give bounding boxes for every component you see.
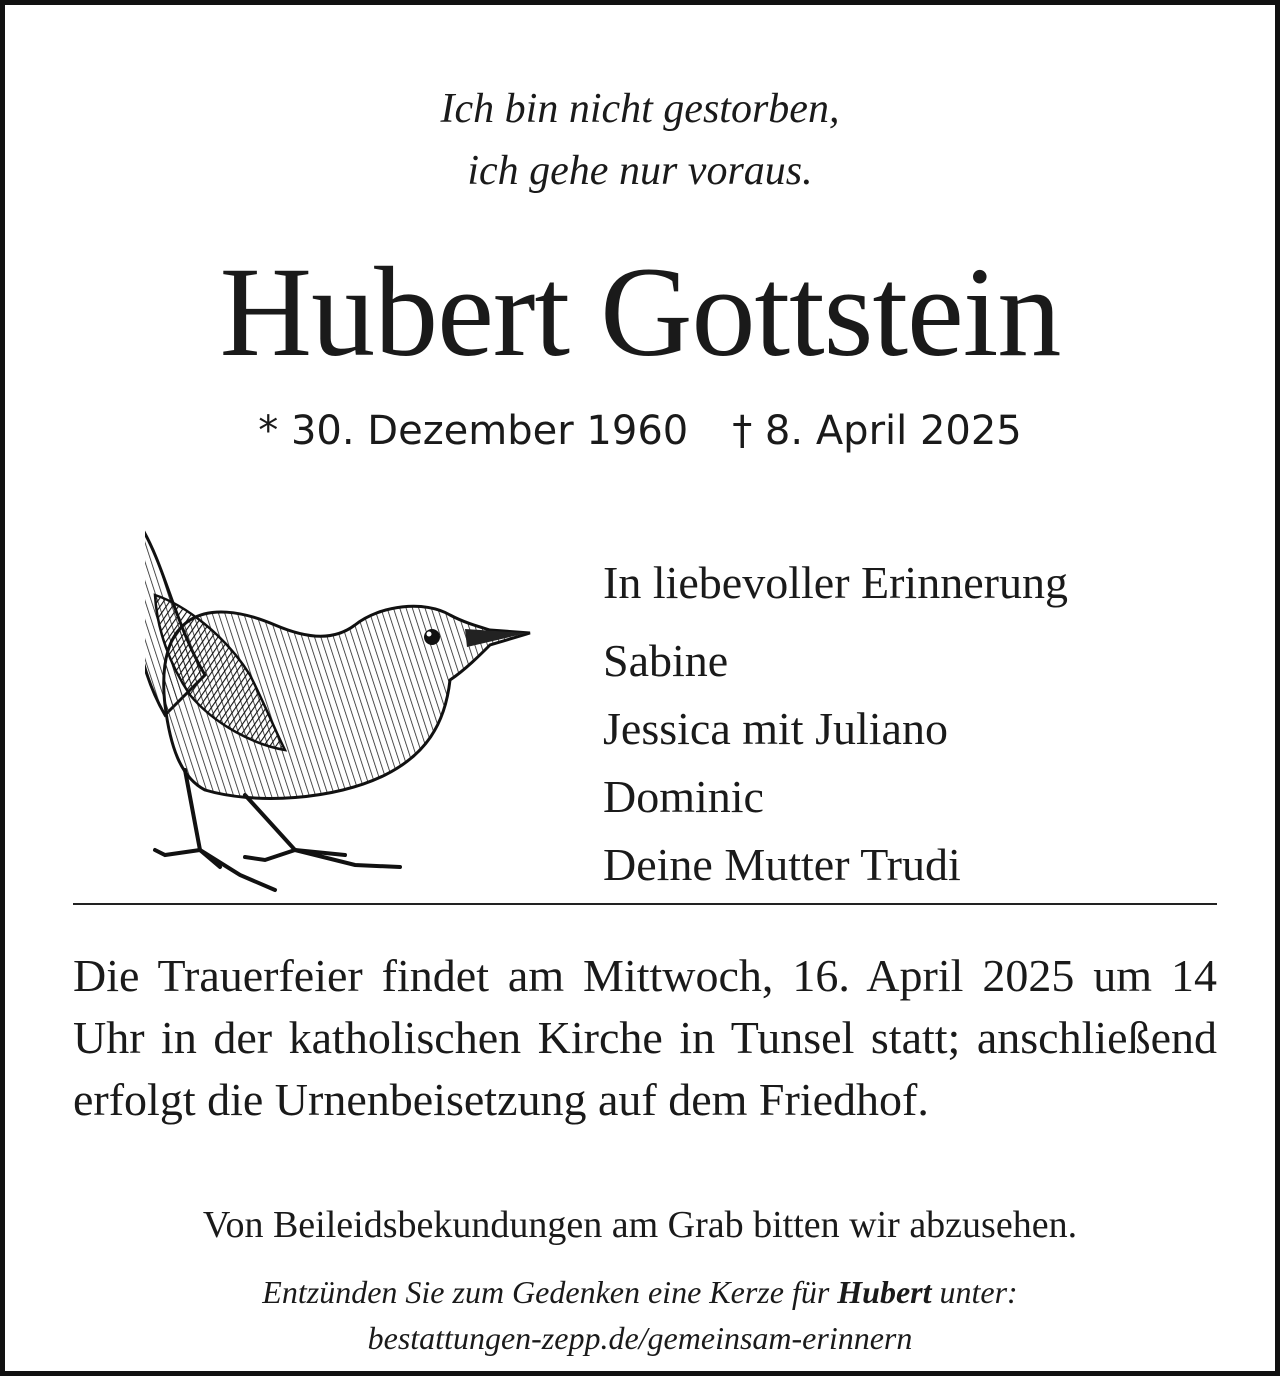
- family-heading: In liebevoller Erinnerung: [603, 557, 1068, 608]
- family-member: Jessica mit Juliano: [603, 703, 948, 754]
- divider: [73, 903, 1217, 905]
- candle-notice: [5, 1269, 1275, 1361]
- deceased-name: Hubert Gottstein: [219, 241, 1061, 383]
- birth-date: * 30. Dezember 1960: [258, 408, 689, 454]
- family-block: [603, 549, 1068, 899]
- motto-line-2: ich gehe nur voraus.: [467, 148, 813, 194]
- motto-line-1: Ich bin nicht gestorben,: [440, 86, 840, 132]
- wren-bird-icon: [145, 505, 545, 905]
- candle-suffix: unter:: [931, 1274, 1018, 1310]
- life-dates: [5, 401, 1275, 461]
- family-member: Deine Mutter Trudi: [603, 839, 961, 890]
- candle-prefix: Entzünden Sie zum Gedenken eine Kerze für: [262, 1274, 838, 1310]
- condolence-note: Von Beileidsbekundungen am Grab bitten wir abzusehen.: [202, 1204, 1078, 1246]
- family-member: Dominic: [603, 771, 764, 822]
- memorial-url[interactable]: bestattungen-zepp.de/gemeinsam-erinnern: [367, 1320, 913, 1356]
- candle-name: Hubert: [837, 1274, 932, 1310]
- family-member: Sabine: [603, 635, 729, 686]
- death-date: † 8. April 2025: [732, 408, 1022, 454]
- service-notice: Die Trauerfeier findet am Mittwoch, 16. April 2025 um 14 Uhr in der katholischen Kirche in Tunsel statt; anschließend erfolgt die Urnenbeisetzung auf dem Friedhof.: [73, 950, 1217, 1125]
- candle-line: [5, 1269, 1275, 1315]
